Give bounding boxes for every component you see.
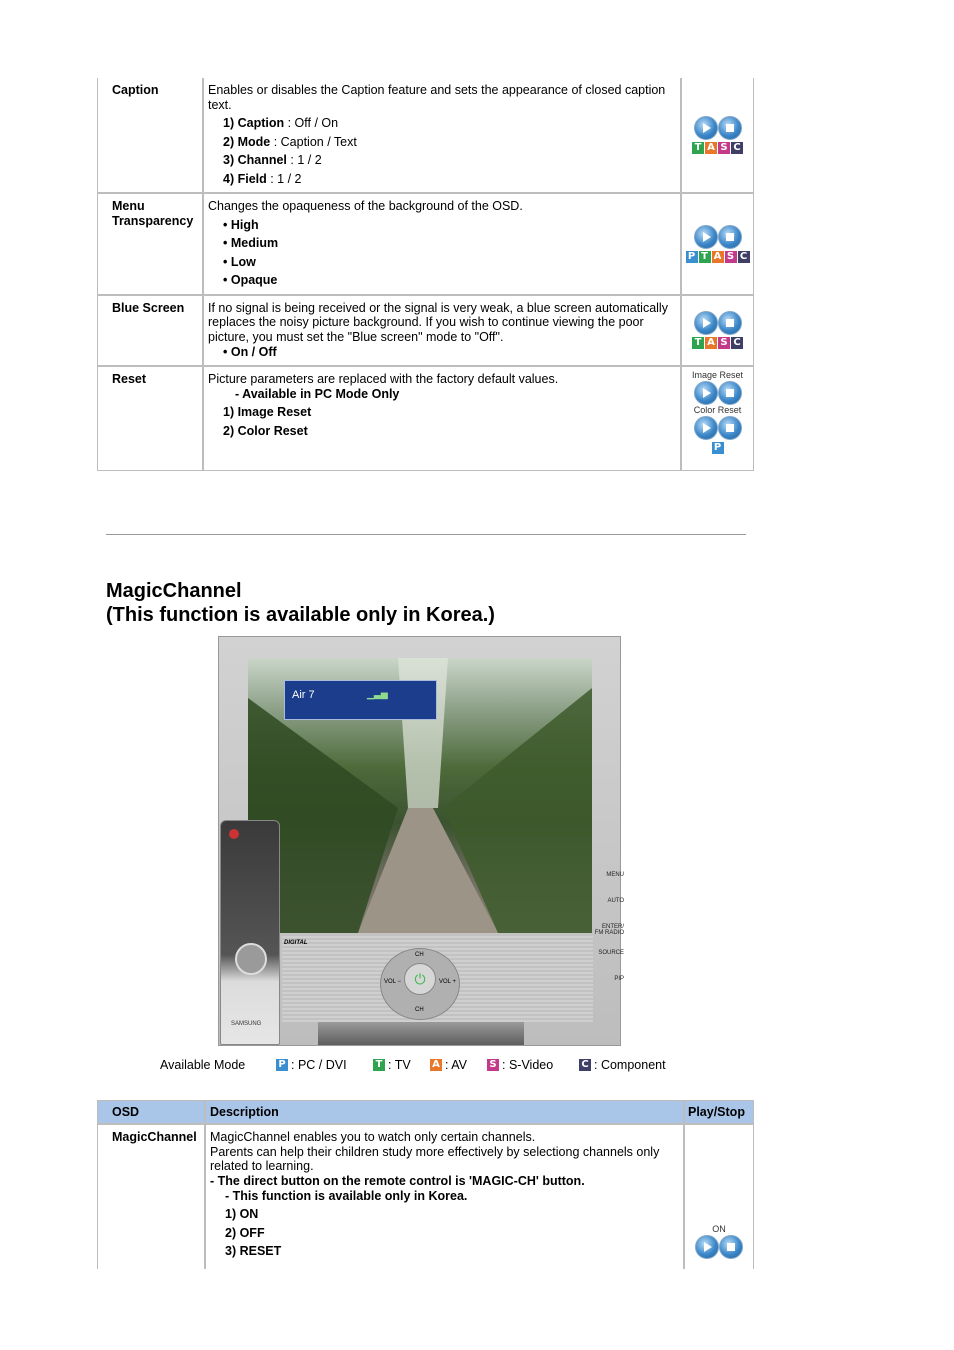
stop-button[interactable] (718, 381, 742, 405)
table-header-row (97, 1100, 754, 1124)
mode-text: : PC / DVI (291, 1058, 347, 1072)
mode-item (430, 1058, 467, 1072)
side-button-label[interactable]: PIP (614, 976, 624, 982)
row-description (203, 295, 681, 366)
mode-badge-svideo: S (725, 251, 737, 263)
button-caption: Image Reset (691, 369, 744, 380)
description-text: Changes the opaqueness of the background of the OSD. (208, 199, 523, 213)
play-button[interactable] (695, 1235, 719, 1259)
stop-icon (726, 389, 734, 397)
row-name: MagicChannel (97, 1124, 205, 1269)
column-header-play-stop: Play/Stop (684, 1100, 754, 1124)
mode-badge-svideo: S (718, 142, 730, 154)
mode-text: : S-Video (502, 1058, 554, 1072)
note-text: - Available in PC Mode Only (235, 387, 400, 401)
mode-badge-component: C (738, 251, 750, 263)
description-text: MagicChannel enables you to watch only certain channels. (210, 1130, 536, 1144)
section-divider (106, 534, 746, 535)
mode-text: : TV (388, 1058, 411, 1072)
mode-item (373, 1058, 411, 1072)
remote-brand-label: SAMSUNG (231, 1021, 262, 1027)
column-header-description: Description (205, 1100, 684, 1124)
side-button-label[interactable]: AUTO (607, 898, 624, 904)
option: • Low (223, 254, 256, 269)
row-name: Caption (97, 78, 203, 193)
table-row (97, 78, 754, 193)
option: 2) OFF (225, 1225, 265, 1240)
stop-button[interactable] (718, 225, 742, 249)
description-text: Parents can help their children study more effectively by selectiong channels only related to learning. (210, 1144, 660, 1173)
stop-icon (726, 124, 734, 132)
row-name: Menu Transparency (97, 193, 203, 295)
mode-badge-svideo: S (487, 1059, 499, 1071)
description-text: Enables or disables the Caption feature and sets the appearance of closed caption text. (208, 83, 666, 112)
row-name: Reset (97, 366, 203, 471)
option-value: : Caption / Text (270, 134, 357, 149)
stop-icon (726, 233, 734, 241)
mode-badge-av: A (712, 251, 724, 263)
mode-badge-av: A (430, 1059, 442, 1071)
ctrl-right-label: VOL + (439, 979, 456, 985)
column-header-osd: OSD (97, 1100, 205, 1124)
settings-table (97, 78, 754, 471)
mode-badge-pc: P (276, 1059, 288, 1071)
available-mode-label: Available Mode (160, 1058, 246, 1072)
option-label: 2) Mode (223, 134, 271, 149)
button-caption: ON (712, 1224, 726, 1234)
stop-icon (727, 1243, 735, 1251)
mode-text: : Component (594, 1058, 666, 1072)
play-icon (703, 423, 711, 433)
row-description (203, 78, 681, 193)
power-icon[interactable]: ⏻ (404, 963, 436, 995)
ctrl-left-label: VOL − (384, 979, 401, 985)
option-label: 1) Caption (223, 116, 285, 130)
play-stop-cell (681, 366, 754, 471)
option-value: : 1 / 2 (286, 153, 322, 167)
stop-button[interactable] (718, 311, 742, 335)
table-row (97, 193, 754, 295)
panel-label: DIGITAL (284, 940, 308, 946)
option: 3) RESET (225, 1244, 282, 1258)
stop-button[interactable] (718, 116, 742, 140)
table-row (97, 295, 754, 366)
mode-badge-component: C (731, 337, 743, 349)
play-stop-cell (684, 1124, 754, 1269)
mode-item (487, 1058, 553, 1072)
play-icon (704, 1242, 712, 1252)
osd-channel-label: Air 7 (292, 689, 315, 701)
mode-text: : AV (445, 1058, 468, 1072)
option: • High (223, 217, 259, 232)
remote-power-icon (229, 829, 239, 839)
mode-badge-tv: T (692, 337, 704, 349)
side-button-label[interactable]: MENU (606, 872, 624, 878)
signal-icon: ▁▃▅ (367, 689, 388, 699)
description-text: Picture parameters are replaced with the factory default values. (208, 371, 559, 386)
option: • Medium (223, 236, 279, 250)
korea-only-note: - This function is available only in Korea. (225, 1189, 468, 1203)
option-value: : Off / On (284, 116, 339, 130)
mode-badge-av: A (705, 337, 717, 349)
play-stop-cell (681, 193, 754, 295)
mode-badge-av: A (705, 142, 717, 154)
side-button-label[interactable]: SOURCE (598, 950, 624, 956)
option-value: : 1 / 2 (266, 171, 302, 186)
play-button[interactable] (694, 225, 718, 249)
stop-button[interactable] (718, 416, 742, 440)
description-text: If no signal is being received or the signal is very weak, a blue screen automatically replaces the noisy picture background. If you wish to continue viewing the poor picture, you must set the "Blue screen" mode to "Off". (208, 300, 668, 344)
play-icon (703, 123, 711, 133)
option: • On / Off (223, 345, 277, 359)
stop-icon (726, 319, 734, 327)
play-stop-cell (681, 78, 754, 193)
row-name: Blue Screen (97, 295, 203, 366)
row-description (205, 1124, 684, 1269)
play-icon (703, 388, 711, 398)
option-label: 4) Field (223, 171, 267, 186)
mode-badge-tv: T (692, 142, 704, 154)
mode-badge-tv: T (699, 251, 711, 263)
row-description (203, 366, 681, 471)
mode-item (276, 1058, 347, 1072)
tv-side-buttons (594, 872, 624, 1002)
remote-dpad-icon (235, 943, 267, 975)
option-label: 3) Channel (223, 153, 287, 167)
osd-channel-bar (284, 680, 437, 720)
mode-badge-pc: P (686, 251, 698, 263)
stop-icon (726, 424, 734, 432)
ctrl-down-label: CH (415, 1007, 424, 1013)
button-caption: Color Reset (693, 404, 742, 415)
direct-button-note: - The direct button on the remote control is 'MAGIC-CH' button. (210, 1173, 585, 1188)
row-description (203, 193, 681, 295)
tv-stand (318, 1022, 524, 1045)
play-icon (703, 232, 711, 242)
section-title-line: MagicChannel (106, 580, 242, 602)
tv-control-dial[interactable] (380, 948, 460, 1020)
table-row (97, 1124, 754, 1269)
mode-badge-pc: P (712, 442, 724, 454)
play-stop-cell (681, 295, 754, 366)
magicchannel-table (97, 1100, 754, 1269)
play-button[interactable] (694, 311, 718, 335)
table-row (97, 366, 754, 471)
mode-badge-tv: T (373, 1059, 385, 1071)
ctrl-up-label: CH (415, 952, 424, 958)
play-button[interactable] (694, 416, 718, 440)
mode-badge-component: C (579, 1059, 591, 1071)
section-title-line: (This function is available only in Korea.) (106, 604, 495, 626)
mode-badge-component: C (731, 142, 743, 154)
side-button-label[interactable]: ENTER/ FM RADIO (594, 924, 624, 936)
remote-control (220, 820, 280, 1045)
stop-button[interactable] (719, 1235, 743, 1259)
mode-badge-svideo: S (718, 337, 730, 349)
option: 2) Color Reset (223, 423, 308, 438)
section-title (106, 579, 495, 627)
option: 1) ON (225, 1207, 259, 1221)
option: 1) Image Reset (223, 405, 312, 419)
play-button[interactable] (694, 116, 718, 140)
option: • Opaque (223, 273, 278, 287)
play-icon (703, 318, 711, 328)
play-button[interactable] (694, 381, 718, 405)
mode-item (579, 1058, 666, 1072)
